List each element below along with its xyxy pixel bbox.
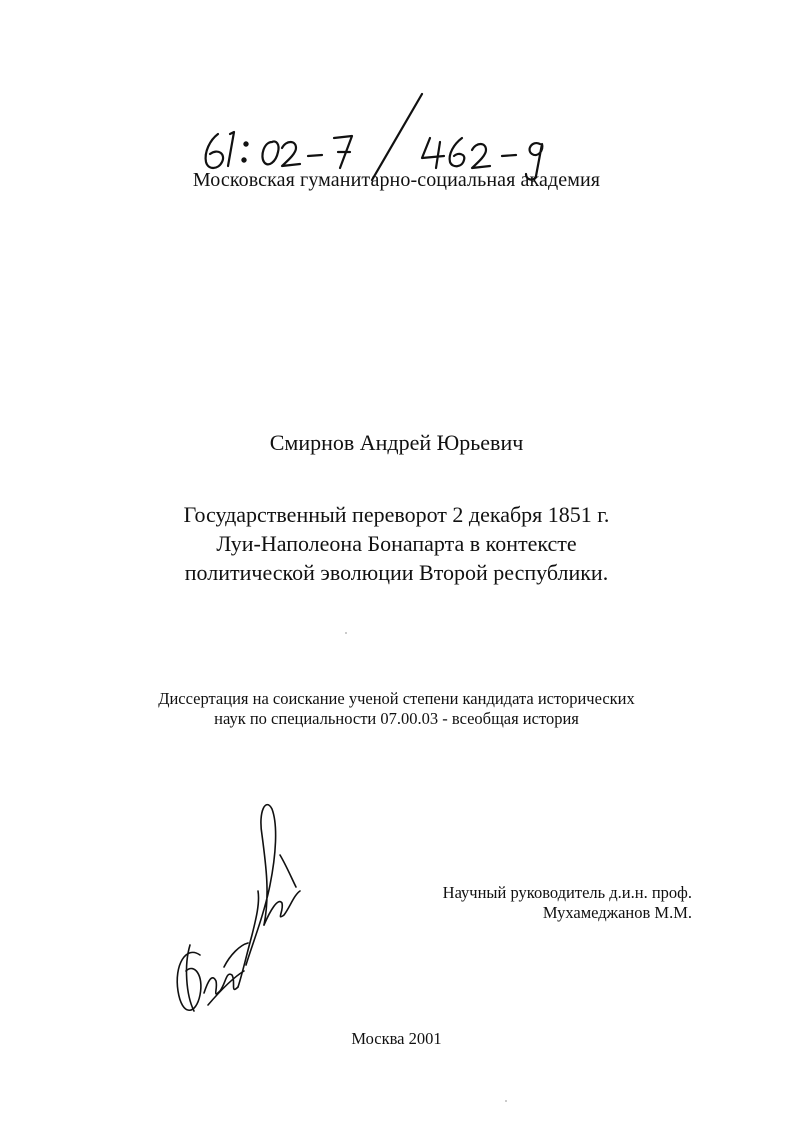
degree-line: наук по специальности 07.00.03 - всеобщая история <box>214 709 579 728</box>
dissertation-title <box>0 500 793 587</box>
degree-line: Диссертация на соискание ученой степени кандидата исторических <box>158 689 635 708</box>
degree-statement <box>0 689 793 729</box>
title-line: политической эволюции Второй республики. <box>184 560 609 585</box>
author-name: Смирнов Андрей Юрьевич <box>269 430 524 455</box>
supervisor-line: Мухамеджанов М.М. <box>542 903 692 922</box>
title-line: Луи-Наполеона Бонапарта в контексте <box>216 531 577 556</box>
city-year: Москва 2001 <box>351 1029 442 1048</box>
scan-speck <box>505 1100 507 1102</box>
scientific-supervisor <box>390 883 692 923</box>
institution-name: Московская гуманитарно-социальная академия <box>192 169 601 191</box>
title-line: Государственный переворот 2 декабря 1851 г. <box>183 502 610 527</box>
author-signature <box>160 795 310 1025</box>
supervisor-line: Научный руководитель д.и.н. проф. <box>442 883 692 902</box>
scan-speck <box>345 632 347 634</box>
